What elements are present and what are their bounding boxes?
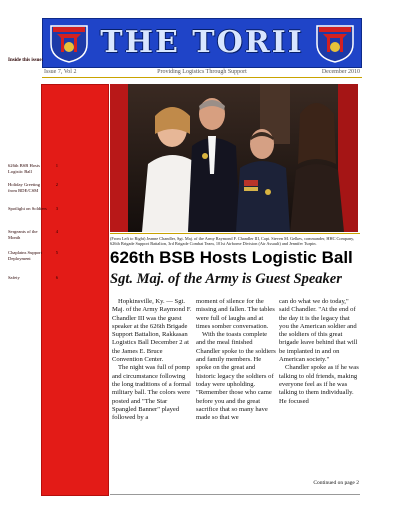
unit-crest-right-icon (313, 22, 357, 64)
toc-item[interactable]: Holiday Greeting from BDE/CSM2 (8, 182, 58, 193)
article-paragraph: can do what we do today," said Chandler. "At the end of the day it is the legacy that you the American soldier and the soldiers of this great brigade leave behind that will be implanted in and on American society." (279, 298, 358, 364)
group-photo-image (110, 84, 358, 232)
continued-link[interactable]: Continued on page 2 (313, 480, 359, 486)
footer-divider (110, 494, 360, 495)
article-subhead: Sgt. Maj. of the Army is Guest Speaker (110, 271, 342, 287)
toc-item[interactable]: Chaplains Support Deployment5 (8, 250, 58, 261)
issue-date: December 2010 (321, 69, 360, 75)
article-column-3 (279, 298, 359, 406)
toc-item[interactable]: Sergeants of the Month4 (8, 229, 58, 240)
tagline-slogan: Providing Logistics Through Support (157, 69, 247, 75)
article-column-2 (196, 298, 276, 422)
event-photo (110, 84, 358, 232)
article-paragraph: The night was full of pomp and circumstance following the long traditions of a formal military ball. The colors were posted and "The Star Spangled Banner" played followed by a (112, 364, 191, 422)
article-paragraph: moment of silence for the missing and fallen. The tables were full of laughs and at times somber conversation. (196, 298, 275, 330)
article-headline: 626th BSB Hosts Logistic Ball (110, 248, 353, 267)
article-column-1 (112, 298, 192, 422)
masthead (42, 18, 362, 68)
issue-number: Issue 7, Vol 2 (44, 69, 77, 75)
article-paragraph: With the toasts complete and the meal finished Chandler spoke to the soldiers and family members. He spoke on the great and historic legacy the soldiers of today were upholding. "Remember those who came before you and the great sacrifice that so many have made so that we (196, 331, 276, 422)
article-paragraph: Chandler spoke as if he was talking to old friends, making everyone feel as if he was talking to them individually. He focused (279, 364, 359, 405)
sidebar-contents (41, 84, 109, 496)
inside-this-issue-heading: Inside this issue: (8, 58, 44, 63)
toc-item[interactable]: Safety 6 (8, 275, 58, 280)
tagline-bar (42, 67, 362, 78)
toc-item[interactable]: Spotlight on Soldiers 3 (8, 206, 58, 211)
photo-caption: (From Left to Right) Jeanne Chandler, Sgt. Maj. of the Army Raymond F. Chandler III, Capt. Steven M. Gelkes, commander, HHC Company, 626th Brigade Support Battalion, 3rd Brigade Combat Team, 101st Airborne Division (Air Assault) and Jennifer Turpin. (110, 233, 360, 246)
toc-item[interactable]: 626th BSB Hosts Logistic Ball1 (8, 163, 58, 174)
article-paragraph: Hopkinsville, Ky. — Sgt. Maj. of the Army Raymond F. Chandler III was the guest speaker at the 626th Brigade Support Battalion, Rakkasan Logistics Ball December 2 at the James E. Bruce Convention Center. (112, 298, 192, 364)
newsletter-title: THE TORII (100, 25, 304, 60)
